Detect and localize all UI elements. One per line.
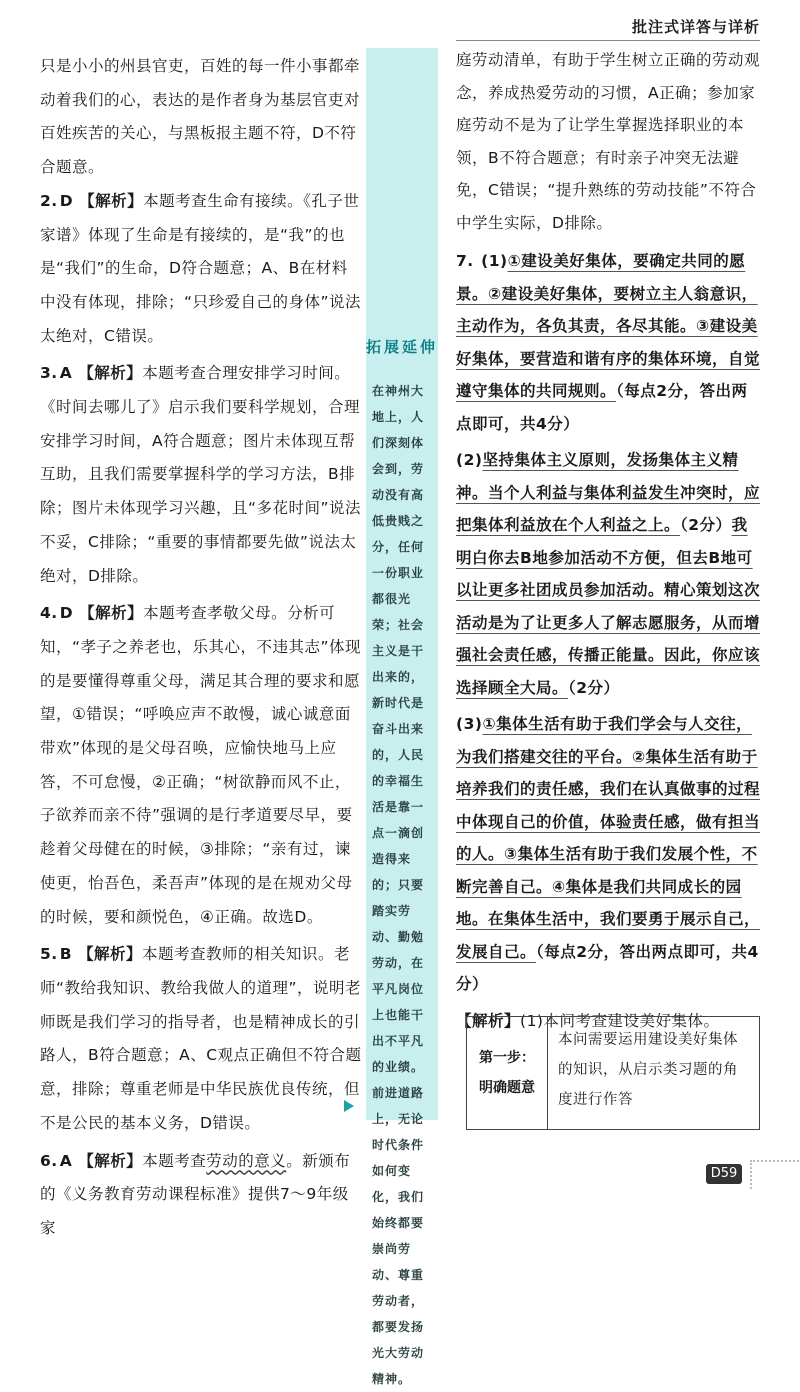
part-3-label: (3) [456, 715, 483, 733]
analysis-tag: 【解析】 [78, 364, 143, 383]
analysis-text: 本题考查生命有接续。《孔子世家谱》体现了生命是有接续的，是“我”的也是“我们”的生命，D符合题意；A、B在材料中没有体现，排除；“只珍爱自己的身体”说法太绝对，C错误。 [40, 191, 362, 345]
analysis-text: 本题考查 [142, 1151, 207, 1170]
analysis-tag: 【解析】 [79, 604, 144, 623]
part-2-answer-cont: 我明白你去B地参加活动不方便，但去B地可以让更多社团成员参加活动。精心策划这次活动是为了让更多人了解志愿服务，从而增强社会责任感，传播正能量。因此，你应该选择顾全大局。 [456, 516, 761, 697]
analysis-text: 本题考查合理安排学习时间。《时间去哪儿了》启示我们要科学规划，合理安排学习时间，A符合题意；图片未体现互帮互助，且我们需要掌握科学的学习方法，B排除；图片未体现学习兴趣，且“多花时间”说法不妥，C排除；“重要的事情都要先做”说法太绝对，D排除。 [40, 364, 362, 585]
step-label [467, 1017, 548, 1129]
answer-letter: A [59, 364, 73, 383]
extension-sidebar [366, 48, 439, 1386]
part-1-answer: ①建设美好集体，要确定共同的愿景。②建设美好集体，要树立主人翁意识，主动作为，各负其责，各尽其能。③建设美好集体，要营造和谐有序的集体环境，自觉遵守集体的共同规则。 [456, 252, 761, 400]
analysis-tag: 【解析】 [78, 1151, 143, 1170]
answer-letter: B [59, 945, 73, 964]
analysis-tag: 【解析】 [78, 945, 143, 964]
analysis-text: 本题考查孝敬父母。分析可知，“孝子之养老也，乐其心，不违其志”体现的是要懂得尊重父母，满足其合理的要求和愿望，①错误；“呼唤应声不敢慢，诚心诚意面带欢”体现的是父母召唤，应愉快地马上应答，不可怠慢，②正确；“树欲静而风不止，子欲养而亲不待”强调的是行孝道要尽早，要趁着父母健在的时候，③排除；“亲有过，谏使更，怡吾色，柔吾声”体现的是在规劝父母的时候，要和颜悦色，④正确。故选D。 [40, 604, 362, 926]
sidebar-pointer-icon [344, 1100, 354, 1112]
part-1-label: (1) [481, 252, 508, 270]
step-label-line-1: 第一步： [479, 1050, 535, 1066]
sidebar-title: 拓展延伸 [366, 338, 439, 356]
part-2-label: (2) [456, 451, 483, 469]
part-2-points: （2分） [680, 516, 732, 534]
left-column [40, 50, 362, 1250]
page-number: D59 [706, 1164, 742, 1184]
question-7-part-3 [456, 708, 760, 1001]
question-4 [40, 597, 362, 934]
part-3-answer: ①集体生活有助于我们学会与人交往，为我们搭建交往的平台。②集体生活有助于培养我们的责任感，我们在认真做事的过程中体现自己的价值，体验责任感，做有担当的人。③集体生活有助于我们发展个性，不断完善自己。④集体是我们共同成长的园地。在集体生活中，我们要勇于展示自己，发展自己。 [456, 715, 761, 961]
question-number: 7. [456, 252, 474, 270]
key-phrase: 劳动的意义 [206, 1151, 287, 1170]
question-3 [40, 357, 362, 593]
part-2-answer: 坚持集体主义原则，发扬集体主义精神。当个人利益与集体利益发生冲突时，应把集体利益放在个人利益之上。 [456, 451, 761, 534]
question-7-part-2 [456, 444, 760, 704]
intro-paragraph: 只是小小的州县官吏，百姓的每一件小事都牵动着我们的心，表达的是作者身为基层官吏对百姓疾苦的关心，与黑板报主题不符，D不符合题意。 [40, 57, 361, 177]
step-table [466, 1016, 760, 1130]
sidebar-text: 在神州大地上，人们深刻体会到，劳动没有高低贵贱之分，任何一份职业都很光荣；社会主义是干出来的，新时代是奋斗出来的，人民的幸福生活是靠一点一滴创造得来的；只要踏实劳动、勤勉劳动，在平凡岗位上也能干出不平凡的业绩。前进道路上，无论时代条件如何变化，我们始终都要崇尚劳动、尊重劳动者，都要发扬光大劳动精神。 [372, 384, 425, 1386]
question-5 [40, 938, 362, 1140]
answer-letter: D [59, 191, 74, 210]
continued-paragraph: 庭劳动清单，有助于学生树立正确的劳动观念，养成热爱劳动的习惯，A正确；参加家庭劳动不是为了让学生掌握选择职业的本领，B不符合题意；有时亲子冲突无法避免，C错误；“提升熟练的劳动技能”不符合中学生实际，D排除。 [456, 51, 761, 232]
question-number: 3. [40, 364, 58, 383]
analysis-text: (1)本问考查建设美好集体。 [520, 1011, 720, 1030]
analysis-tag: 【解析】 [79, 191, 144, 210]
analysis-text-cont: 。新颁布的《义务教育劳动课程标准》提供7～9年级家 [40, 1151, 351, 1237]
page-corner-dots [750, 1160, 800, 1189]
answer-letter: A [59, 1151, 73, 1170]
question-2 [40, 185, 362, 354]
part-1-points: （每点2分，答出两点即可，共4分） [456, 382, 748, 433]
right-column [456, 44, 760, 1041]
question-number: 4. [40, 604, 58, 623]
analysis-text: 本题考查教师的相关知识。老师“教给我知识、教给我做人的道理”，说明老师既是我们学习的指导者，也是精神成长的引路人，B符合题意；A、C观点正确但不符合题意，排除；尊重老师是中华民族优良传统，但不是公民的基本义务，D错误。 [40, 945, 362, 1132]
question-number: 6. [40, 1151, 58, 1170]
analysis-tag: 【解析】 [456, 1011, 521, 1030]
answer-letter: D [59, 604, 74, 623]
part-3-points: （每点2分，答出两点即可，共4分） [456, 942, 759, 993]
question-7 [456, 245, 760, 440]
step-label-line-2: 明确题意 [479, 1080, 535, 1096]
step-description: 本问需要运用建设美好集体的知识，从启示类习题的角度进行作答 [558, 1032, 738, 1108]
page-header-title: 批注式详答与详析 [631, 18, 760, 36]
question-number: 5. [40, 945, 58, 964]
question-number: 2. [40, 191, 58, 210]
question-6 [40, 1145, 362, 1246]
part-2-points-2: （2分） [568, 678, 620, 697]
header-divider [456, 40, 760, 41]
